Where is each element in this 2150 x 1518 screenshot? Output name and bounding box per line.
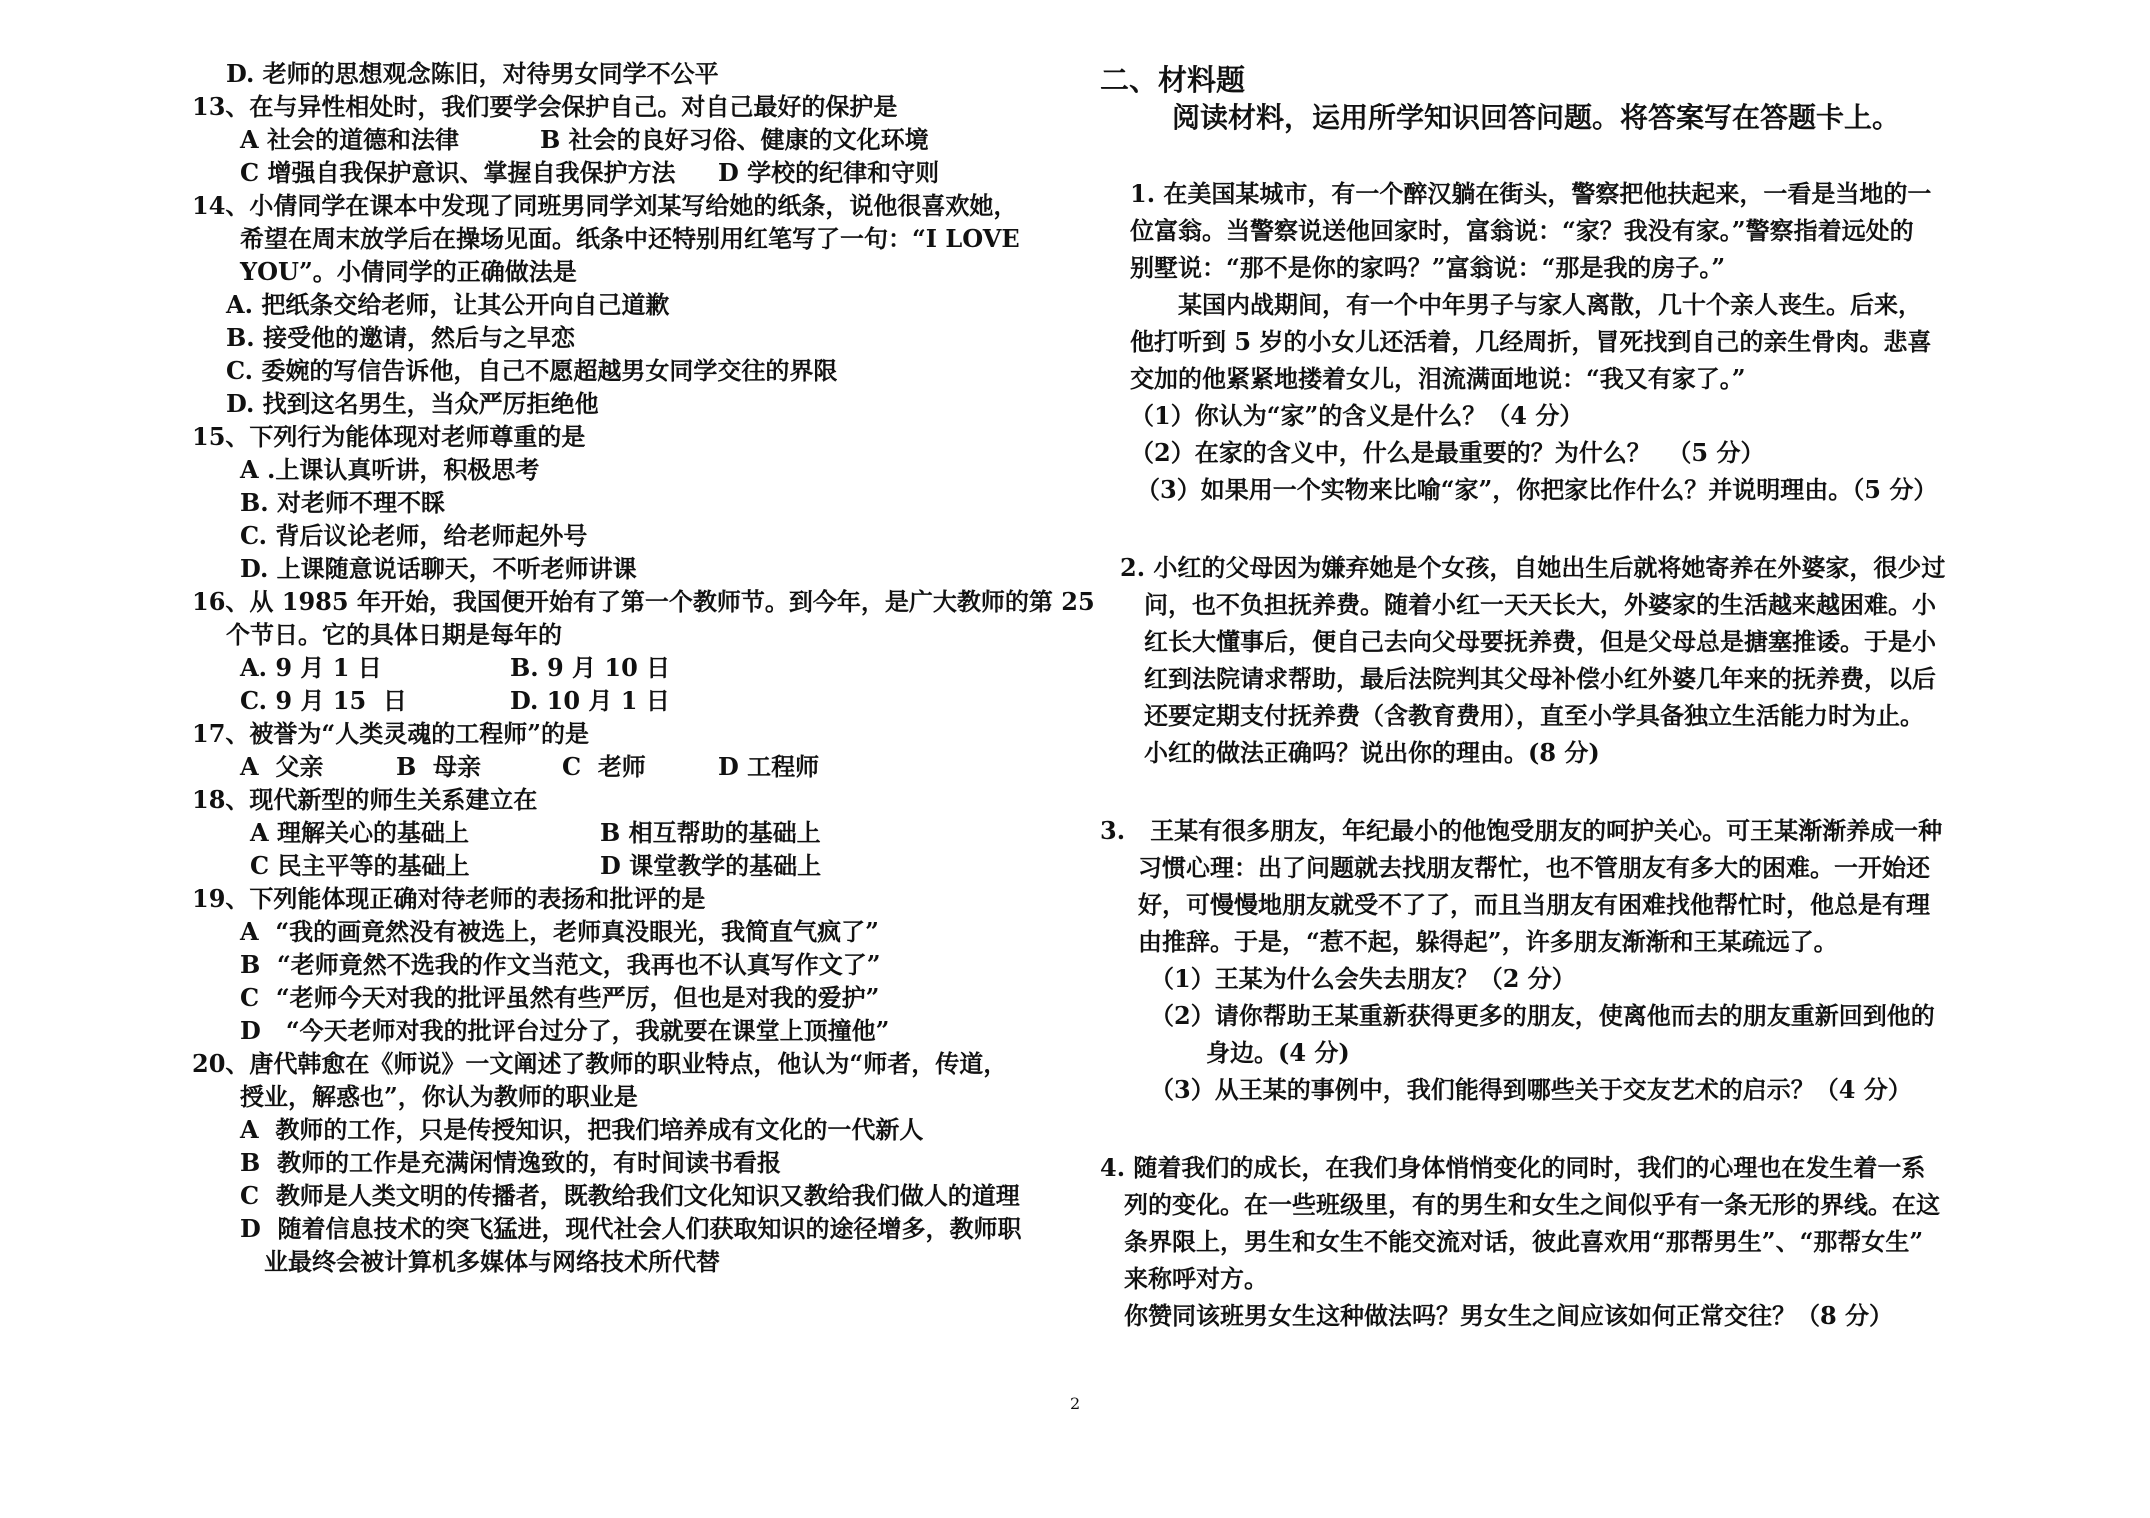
m2-line4: 红到法院请求帮助，最后法院判其父母补偿小红外婆几年来的抚养费，以后 bbox=[1144, 664, 1936, 693]
q18-option-b: B 相互帮助的基础上 bbox=[600, 818, 821, 847]
q17-option-a: A 父亲 bbox=[240, 752, 324, 781]
q15-stem: 15、下列行为能体现对老师尊重的是 bbox=[192, 422, 586, 451]
q18-option-d: D 课堂教学的基础上 bbox=[600, 851, 822, 880]
m3-line3: 好，可慢慢地朋友就受不了了，而且当朋友有困难找他帮忙时，他总是有理 bbox=[1138, 890, 1930, 919]
q17-option-b: B 母亲 bbox=[396, 752, 481, 781]
q19-option-b: B “老师竟然不选我的作文当范文，我再也不认真写作文了” bbox=[240, 950, 881, 979]
q16-option-c: C. 9 月 15 日 bbox=[240, 686, 407, 715]
m2-line6: 小红的做法正确吗？说出你的理由。(8 分) bbox=[1144, 738, 1600, 767]
m1-question2: （2）在家的含义中，什么是最重要的？为什么？ （5 分） bbox=[1130, 438, 1765, 467]
q13-option-d: D 学校的纪律和守则 bbox=[718, 158, 940, 187]
m2-line1: 2. 小红的父母因为嫌弃她是个女孩，自她出生后就将她寄养在外婆家，很少过 bbox=[1120, 553, 1946, 582]
q14-stem-line2: 希望在周末放学后在操场见面。纸条中还特别用红笔写了一句：“I LOVE bbox=[240, 224, 1020, 253]
q20-option-c: C 教师是人类文明的传播者，既教给我们文化知识又教给我们做人的道理 bbox=[240, 1181, 1020, 1210]
m1-line3: 别墅说：“那不是你的家吗？”富翁说：“那是我的房子。” bbox=[1130, 253, 1726, 282]
m3-question3: （3）从王某的事例中，我们能得到哪些关于交友艺术的启示？（4 分） bbox=[1150, 1075, 1912, 1104]
m3-question2-line1: （2）请你帮助王某重新获得更多的朋友，使离他而去的朋友重新回到他的 bbox=[1150, 1001, 1935, 1030]
q18-option-a: A 理解关心的基础上 bbox=[250, 818, 469, 847]
q16-option-d: D. 10 月 1 日 bbox=[510, 686, 670, 715]
m2-line3: 红长大懂事后，便自己去向父母要抚养费，但是父母总是搪塞推诿。于是小 bbox=[1144, 627, 1936, 656]
q19-option-d: D “今天老师对我的批评台过分了，我就要在课堂上顶撞他” bbox=[240, 1016, 890, 1045]
q14-option-b: B. 接受他的邀请，然后与之早恋 bbox=[226, 323, 575, 352]
m3-line1: 3. 王某有很多朋友，年纪最小的他饱受朋友的呵护关心。可王某渐渐养成一种 bbox=[1100, 816, 1943, 845]
q20-option-d-line1: D 随着信息技术的突飞猛进，现代社会人们获取知识的途径增多，教师职 bbox=[240, 1214, 1022, 1243]
page-number: 2 bbox=[1070, 1394, 1081, 1413]
q17-stem: 17、被誉为“人类灵魂的工程师”的是 bbox=[192, 719, 590, 748]
m4-line2: 列的变化。在一些班级里，有的男生和女生之间似乎有一条无形的界线。在这 bbox=[1124, 1190, 1940, 1219]
section-instruction: 阅读材料，运用所学知识回答问题。将答案写在答题卡上。 bbox=[1172, 101, 1901, 134]
q20-stem-line2: 授业，解惑也”，你认为教师的职业是 bbox=[240, 1082, 638, 1111]
q20-stem-line1: 20、唐代韩愈在《师说》一文阐述了教师的职业特点，他认为“师者，传道， bbox=[192, 1049, 1008, 1078]
q18-option-c: C 民主平等的基础上 bbox=[250, 851, 470, 880]
q20-option-a: A 教师的工作，只是传授知识，把我们培养成有文化的一代新人 bbox=[240, 1115, 924, 1144]
q13-option-c: C 增强自我保护意识、掌握自我保护方法 bbox=[240, 158, 676, 187]
q15-option-b: B. 对老师不理不睬 bbox=[240, 488, 445, 517]
q13-option-a: A 社会的道德和法律 bbox=[240, 125, 459, 154]
q14-option-c: C. 委婉的写信告诉他，自己不愿超越男女同学交往的界限 bbox=[226, 356, 838, 385]
m3-question1: （1）王某为什么会失去朋友？（2 分） bbox=[1150, 964, 1576, 993]
m4-line1: 4. 随着我们的成长，在我们身体悄悄变化的同时，我们的心理也在发生着一系 bbox=[1100, 1153, 1926, 1182]
m3-line2: 习惯心理：出了问题就去找朋友帮忙，也不管朋友有多大的困难。一开始还 bbox=[1138, 853, 1930, 882]
q14-stem-line3: YOU”。小倩同学的正确做法是 bbox=[240, 257, 577, 286]
m4-line5: 你赞同该班男女生这种做法吗？男女生之间应该如何正常交往？（8 分） bbox=[1124, 1301, 1894, 1330]
m2-line5: 还要定期支付抚养费（含教育费用），直至小学具备独立生活能力时为止。 bbox=[1144, 701, 1924, 730]
m1-line4: 某国内战期间，有一个中年男子与家人离散，几十个亲人丧生。后来， bbox=[1178, 290, 1922, 319]
q15-option-a: A .上课认真听讲，积极思考 bbox=[240, 455, 540, 484]
q20-option-d-line2: 业最终会被计算机多媒体与网络技术所代替 bbox=[264, 1247, 720, 1276]
m1-question3: （3）如果用一个实物来比喻“家”，你把家比作什么？并说明理由。（5 分） bbox=[1136, 475, 1938, 504]
m1-line2: 位富翁。当警察说送他回家时，富翁说：“家？我没有家。”警察指着远处的 bbox=[1130, 216, 1914, 245]
q19-stem: 19、下列能体现正确对待老师的表扬和批评的是 bbox=[192, 884, 706, 913]
m1-line6: 交加的他紧紧地搂着女儿，泪流满面地说：“我又有家了。” bbox=[1130, 364, 1746, 393]
q14-stem-line1: 14、小倩同学在课本中发现了同班男同学刘某写给她的纸条，说他很喜欢她， bbox=[192, 191, 1018, 220]
m2-line2: 问，也不负担抚养费。随着小红一天天长大，外婆家的生活越来越困难。小 bbox=[1144, 590, 1936, 619]
m3-question2-line2: 身边。(4 分) bbox=[1206, 1038, 1350, 1067]
m1-line5: 他打听到 5 岁的小女儿还活着，几经周折，冒死找到自己的亲生骨肉。悲喜 bbox=[1130, 327, 1932, 356]
m4-line3: 条界限上，男生和女生不能交流对话，彼此喜欢用“那帮男生”、“那帮女生” bbox=[1124, 1227, 1924, 1256]
q16-option-b: B. 9 月 10 日 bbox=[510, 653, 671, 682]
q16-stem-line2: 个节日。它的具体日期是每年的 bbox=[226, 620, 562, 649]
q13-stem: 13、在与异性相处时，我们要学会保护自己。对自己最好的保护是 bbox=[192, 92, 898, 121]
q18-stem: 18、现代新型的师生关系建立在 bbox=[192, 785, 538, 814]
m1-line1: 1. 在美国某城市，有一个醉汉躺在街头，警察把他扶起来，一看是当地的一 bbox=[1130, 179, 1932, 208]
q14-option-a: A. 把纸条交给老师，让其公开向自己道歉 bbox=[226, 290, 670, 319]
q12-option-d: D. 老师的思想观念陈旧，对待男女同学不公平 bbox=[226, 59, 719, 88]
q15-option-c: C. 背后议论老师，给老师起外号 bbox=[240, 521, 588, 550]
m3-line4: 由推辞。于是，“惹不起，躲得起”，许多朋友渐渐和王某疏远了。 bbox=[1138, 927, 1838, 956]
q17-option-d: D 工程师 bbox=[718, 752, 820, 781]
q19-option-a: A “我的画竟然没有被选上，老师真没眼光，我简直气疯了” bbox=[240, 917, 879, 946]
section-title: 二、材料题 bbox=[1100, 63, 1246, 97]
q17-option-c: C 老师 bbox=[562, 752, 646, 781]
q16-stem-line1: 16、从 1985 年开始，我国便开始有了第一个教师节。到今年，是广大教师的第 25 bbox=[192, 587, 1095, 616]
q14-option-d: D. 找到这名男生，当众严厉拒绝他 bbox=[226, 389, 599, 418]
q16-option-a: A. 9 月 1 日 bbox=[240, 653, 382, 682]
m4-line4: 来称呼对方。 bbox=[1124, 1264, 1268, 1293]
q15-option-d: D. 上课随意说话聊天，不听老师讲课 bbox=[240, 554, 637, 583]
q19-option-c: C “老师今天对我的批评虽然有些严厉，但也是对我的爱护” bbox=[240, 983, 880, 1012]
q20-option-b: B 教师的工作是充满闲情逸致的，有时间读书看报 bbox=[240, 1148, 781, 1177]
m1-question1: （1）你认为“家”的含义是什么？（4 分） bbox=[1130, 401, 1584, 430]
q13-option-b: B 社会的良好习俗、健康的文化环境 bbox=[540, 125, 929, 154]
